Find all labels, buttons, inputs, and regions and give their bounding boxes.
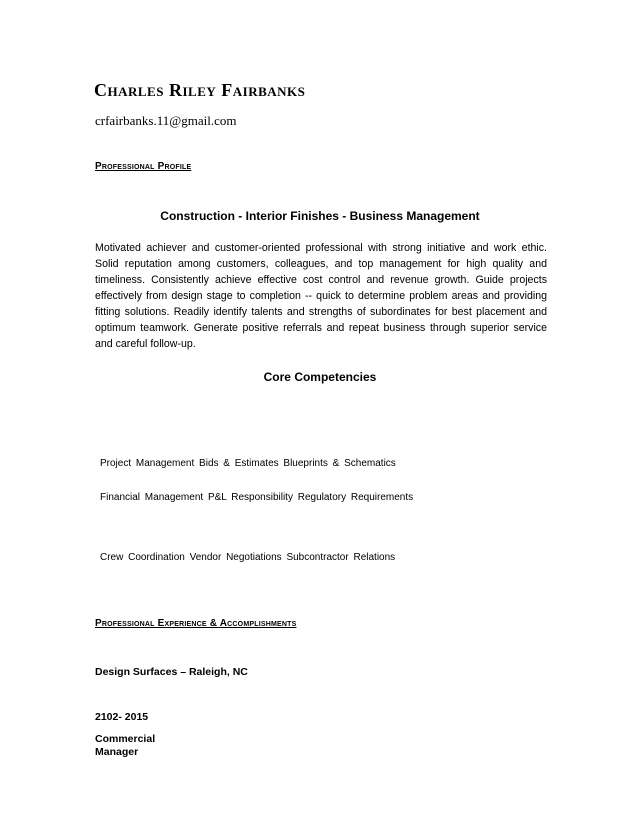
profile-summary: Motivated achiever and customer-oriented professional with strong initiative and work ethic. Solid reputation among customers, colleagues, and top management for high quality and timeliness. Consistently achieve effective cost control and revenue growth. Guide projects effectively from design stage to completion -- quick to determine problem areas and providing fitting solutions. Readily identify talents and strengths of subordinates for best placement and optimum teamwork. Generate positive referrals and repeat business through superior service and careful follow-up. [95,242,547,350]
profile-title: Construction - Interior Finishes - Business Management [160,209,480,223]
competency-row: Project Management Bids & Estimates Blueprints & Schematics [100,458,396,469]
section-heading-profile: Professional Profile [95,161,192,172]
email-address: crfairbanks.11@gmail.com [95,113,237,128]
section-heading-experience: Professional Experience & Accomplishments [95,618,297,629]
candidate-name: Charles Riley Fairbanks [94,80,306,100]
competencies-title: Core Competencies [263,370,377,384]
employment-dates: 2102- 2015 [95,711,149,723]
employer: Design Surfaces – Raleigh, NC [95,666,248,678]
competency-row: Financial Management P&L Responsibility Regulatory Requirements [100,492,414,503]
job-title: Commercial Manager [95,733,156,758]
competency-row: Crew Coordination Vendor Negotiations Subcontractor Relations [100,552,396,563]
